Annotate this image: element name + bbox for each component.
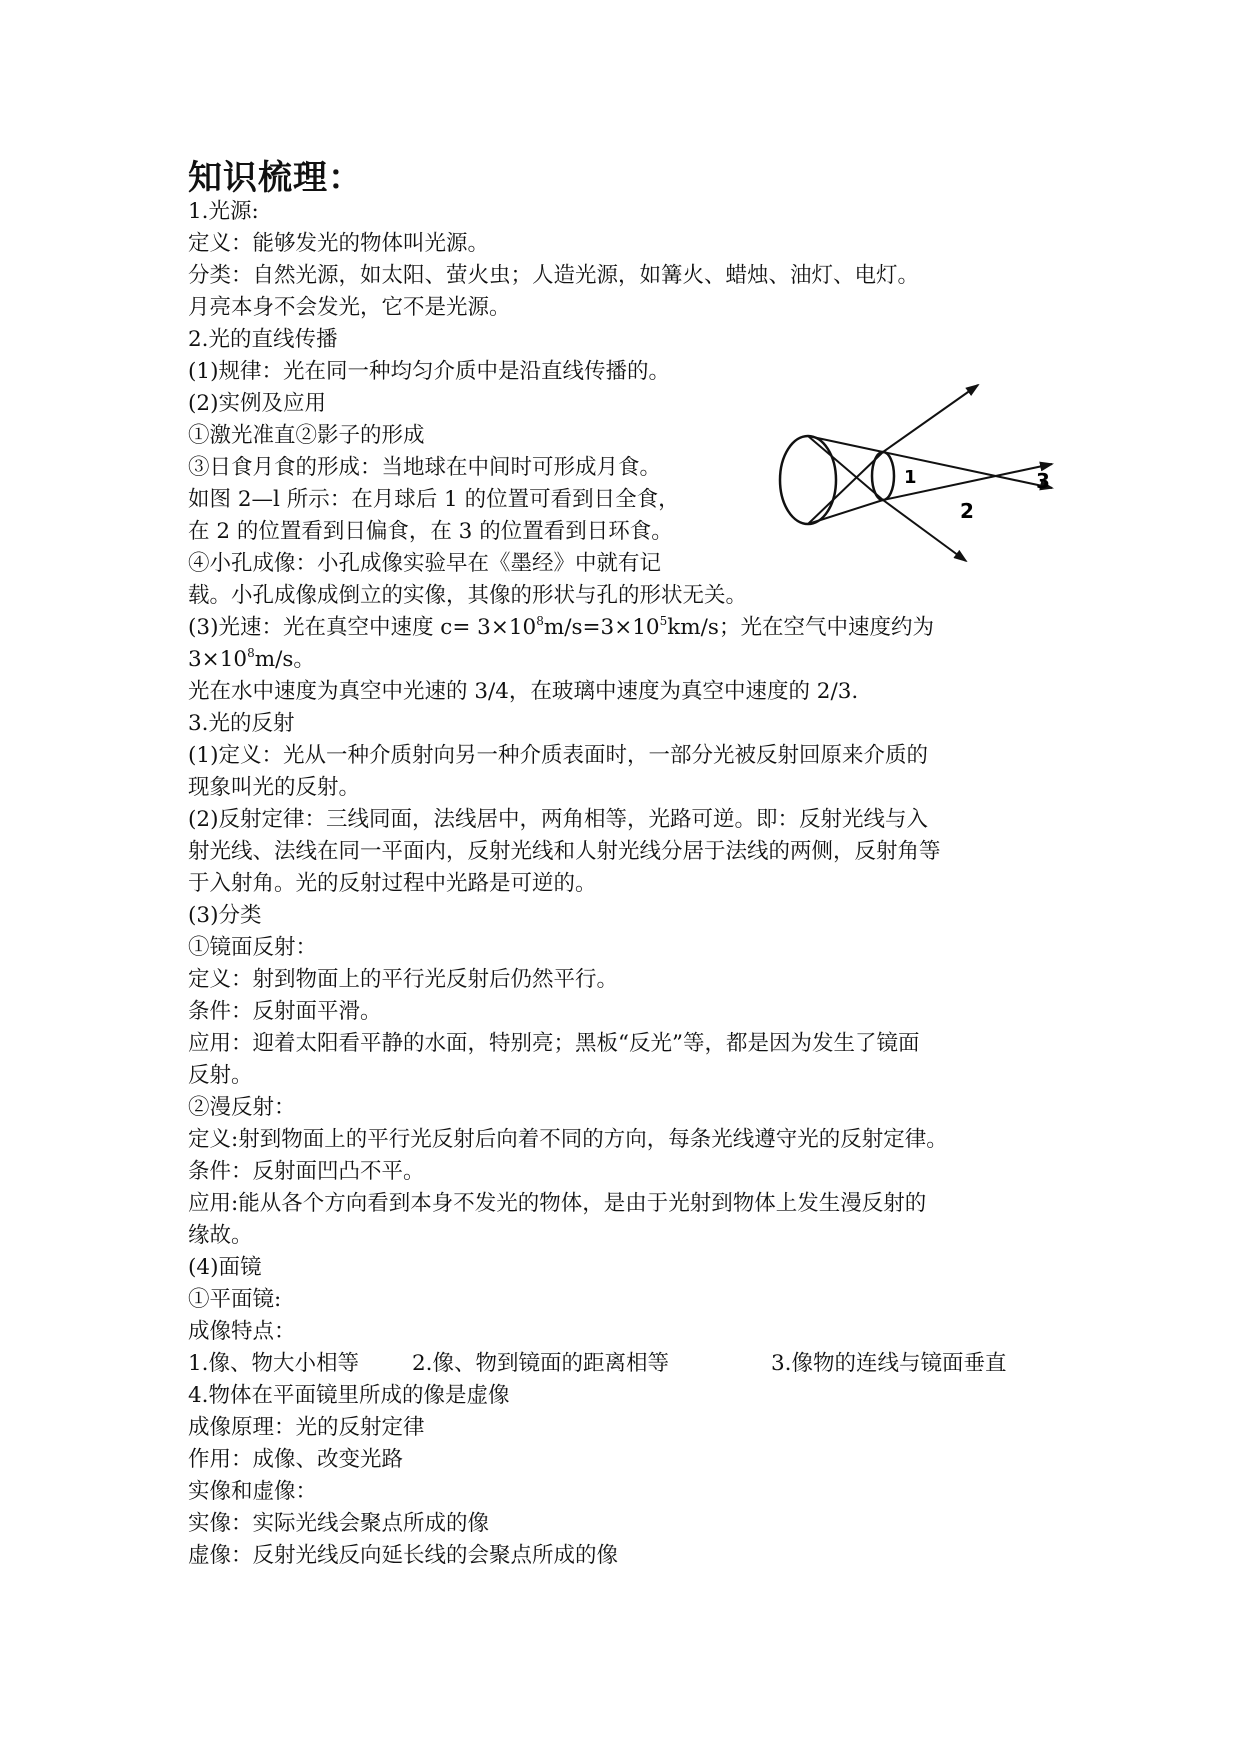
diffuse-application-a: 应用:能从各个方向看到本身不发光的物体，是由于光射到物体上发生漫反射的 [188,1191,927,1216]
exponent: 5 [659,614,668,628]
section-3-heading: 3.光的反射 [188,711,295,736]
light-speed-text-4: 3×10 [188,647,248,672]
exponent: 8 [536,614,544,628]
position-label-1: 1 [904,467,917,488]
mirror-function: 作用：成像、改变光路 [188,1447,404,1472]
propagation-rule: (1)规律：光在同一种均匀介质中是沿直线传播的。 [188,359,670,384]
plane-mirror-heading: ①平面镜: [188,1287,282,1312]
light-speed-b [188,644,315,676]
specular-heading: ①镜面反射： [188,935,318,960]
examples-heading: (2)实例及应用 [188,391,326,416]
mirrors-heading: (4)面镜 [188,1255,262,1280]
light-source-definition: 定义：能够发光的物体叫光源。 [188,231,490,256]
light-speed-text-1: (3)光速：光在真空中速度 c= 3×10 [188,615,537,640]
feature-4: 4.物体在平面镜里所成的像是虚像 [188,1383,510,1408]
reflection-definition-b: 现象叫光的反射。 [188,775,361,800]
example-pinhole-b: 载。小孔成像成倒立的实像，其像的形状与孔的形状无关。 [188,583,748,608]
diffuse-heading: ②漫反射： [188,1095,296,1120]
reflection-law-a: (2)反射定律：三线同面，法线居中，两角相等，光路可逆。即：反射光线与入 [188,807,928,832]
exponent: 8 [247,646,255,660]
classification-heading: (3)分类 [188,903,262,928]
example-laser-shadow: ①激光准直②影子的形成 [188,423,425,448]
imaging-principle: 成像原理：光的反射定律 [188,1415,425,1440]
virtual-image-definition: 虚像：反射光线反向延长线的会聚点所成的像 [188,1543,619,1568]
diffuse-condition: 条件：反射面凹凸不平。 [188,1159,425,1184]
reflection-definition-a: (1)定义：光从一种介质射向另一种介质表面时，一部分光被反射回原来介质的 [188,743,928,768]
reflection-law-b: 射光线、法线在同一平面内，反射光线和人射光线分居于法线的两侧，反射角等 [188,839,941,864]
feature-1: 1.像、物大小相等 [188,1351,360,1376]
imaging-features-heading: 成像特点： [188,1319,296,1344]
light-speed-text-3: km/s；光在空气中速度约为 [667,615,934,640]
section-2-heading: 2.光的直线传播 [188,327,338,352]
specular-application-a: 应用：迎着太阳看平静的水面，特别亮；黑板“反光”等，都是因为发生了镜面 [188,1031,920,1056]
feature-3: 3.像物的连线与镜面垂直 [771,1351,1007,1376]
feature-2: 2.像、物到镜面的距离相等 [412,1351,670,1376]
position-label-2: 2 [960,499,974,523]
specular-condition: 条件：反射面平滑。 [188,999,382,1024]
eclipse-diagram [770,358,1070,568]
sun-ellipse [780,436,836,524]
light-rays [808,385,1052,561]
example-eclipse-figure: 如图 2—l 所示：在月球后 1 的位置可看到日全食， [188,487,680,512]
specular-application-b: 反射。 [188,1063,253,1088]
diffuse-application-b: 缘故。 [188,1223,253,1248]
position-label-3: 3 [1036,469,1050,493]
diffuse-definition: 定义:射到物面上的平行光反射后向着不同的方向，每条光线遵守光的反射定律。 [188,1127,948,1152]
light-speed-media: 光在水中速度为真空中光速的 3/4，在玻璃中速度为真空中速度的 2/3. [188,679,859,704]
light-speed-a [188,612,934,644]
real-image-definition: 实像：实际光线会聚点所成的像 [188,1511,490,1536]
page-title: 知识梳理： [188,158,363,198]
light-speed-text-2: m/s=3×10 [543,615,660,640]
specular-definition: 定义：射到物面上的平行光反射后仍然平行。 [188,967,619,992]
section-1-heading: 1.光源: [188,199,259,224]
real-virtual-heading: 实像和虚像： [188,1479,318,1504]
example-eclipse: ③日食月食的形成：当地球在中间时可形成月食。 [188,455,662,480]
reflection-law-c: 于入射角。光的反射过程中光路是可逆的。 [188,871,597,896]
example-pinhole-a: ④小孔成像：小孔成像实验早在《墨经》中就有记 [188,551,662,576]
moon-note: 月亮本身不会发光，它不是光源。 [188,295,511,320]
example-eclipse-positions: 在 2 的位置看到日偏食，在 3 的位置看到日环食。 [188,519,673,544]
light-speed-text-5: m/s。 [254,647,315,672]
light-source-classification: 分类：自然光源，如太阳、萤火虫；人造光源，如篝火、蜡烛、油灯、电灯。 [188,263,920,288]
